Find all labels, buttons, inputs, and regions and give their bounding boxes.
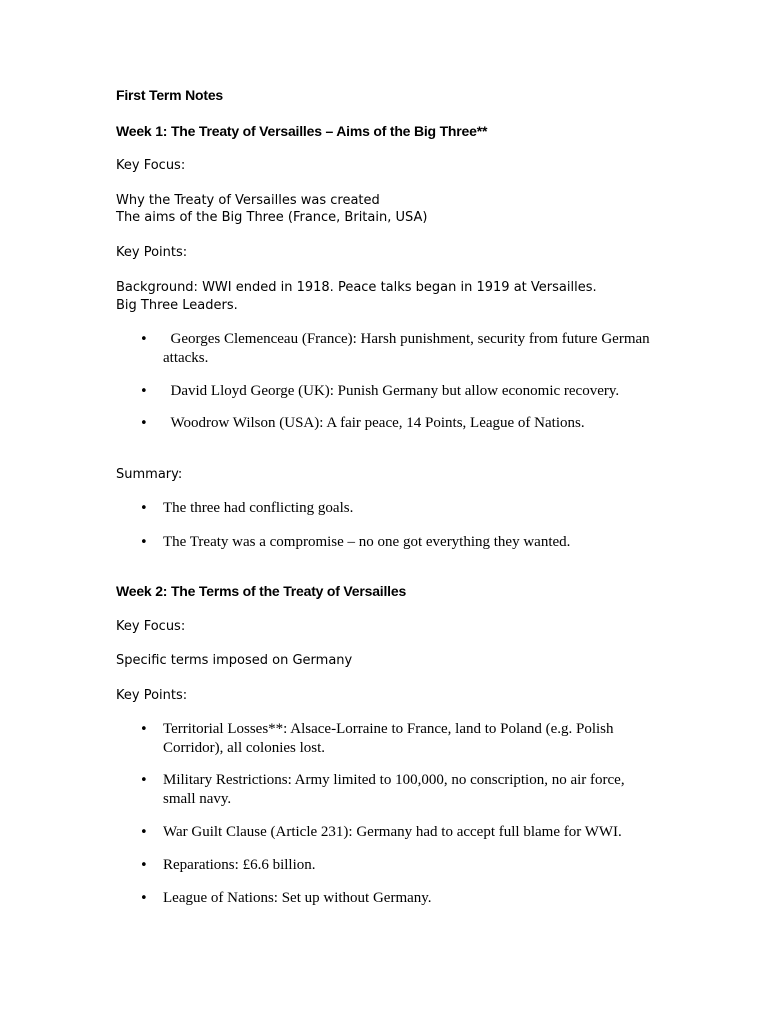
bullet-icon: • [140,332,148,347]
week1-background-line-1: Background: WWI ended in 1918. Peace talks began in 1919 at Versailles. [116,280,597,295]
week2-key-focus-label: Key Focus: [116,619,186,634]
bullet-icon: • [140,384,148,399]
week1-focus-line-1: Why the Treaty of Versailles was created [116,193,380,208]
week2-point-text: War Guilt Clause (Article 231): Germany had to accept full blame for WWI. [163,824,622,840]
week1-key-points-label: Key Points: [116,245,188,260]
bullet-icon: • [140,825,148,840]
week2-point-text: Territorial Losses**: Alsace-Lorraine to France, land to Poland (e.g. Polish Corridor), all colonies lost. [163,721,614,756]
week1-background-line-2: Big Three Leaders. [116,298,238,313]
week1-leader-text: Georges Clemenceau (France): Harsh punishment, security from future German attacks. [163,331,654,366]
week1-leader-text: David Lloyd George (UK): Punish Germany but allow economic recovery. [163,383,620,399]
week1-heading: Week 1: The Treaty of Versailles – Aims of the Big Three** [116,123,488,139]
week1-summary-item [116,499,656,519]
bullet-icon: • [140,722,148,737]
bullet-icon: • [140,773,148,788]
week1-key-focus-label: Key Focus: [116,158,186,173]
week1-summary-item [116,533,656,553]
bullet-icon: • [140,501,148,516]
week1-leader-item [116,330,656,370]
week1-leader-text: Woodrow Wilson (USA): A fair peace, 14 Points, League of Nations. [163,415,585,431]
week2-point-item [116,856,656,876]
week2-point-item [116,771,656,811]
bullet-icon: • [140,891,148,906]
week2-point-item [116,823,656,843]
week1-focus-line-2: The aims of the Big Three (France, Britain, USA) [116,210,428,225]
week2-point-item [116,720,656,760]
bullet-icon: • [140,416,148,431]
week1-summary-text: The three had conflicting goals. [163,500,354,516]
week2-heading: Week 2: The Terms of the Treaty of Versailles [116,583,407,599]
week2-focus-line: Specific terms imposed on Germany [116,653,353,668]
week2-point-text: League of Nations: Set up without Germany. [163,890,432,906]
week1-leader-item [116,414,656,434]
bullet-icon: • [140,535,148,550]
week1-summary-label: Summary: [116,467,183,482]
week2-point-text: Reparations: £6.6 billion. [163,857,316,873]
document-title: First Term Notes [116,87,224,103]
week2-point-text: Military Restrictions: Army limited to 100,000, no conscription, no air force, small navy. [163,772,625,807]
week2-key-points-label: Key Points: [116,688,188,703]
bullet-icon: • [140,858,148,873]
week1-leader-item [116,382,656,402]
week2-point-item [116,889,656,909]
week1-summary-text: The Treaty was a compromise – no one got everything they wanted. [163,534,571,550]
